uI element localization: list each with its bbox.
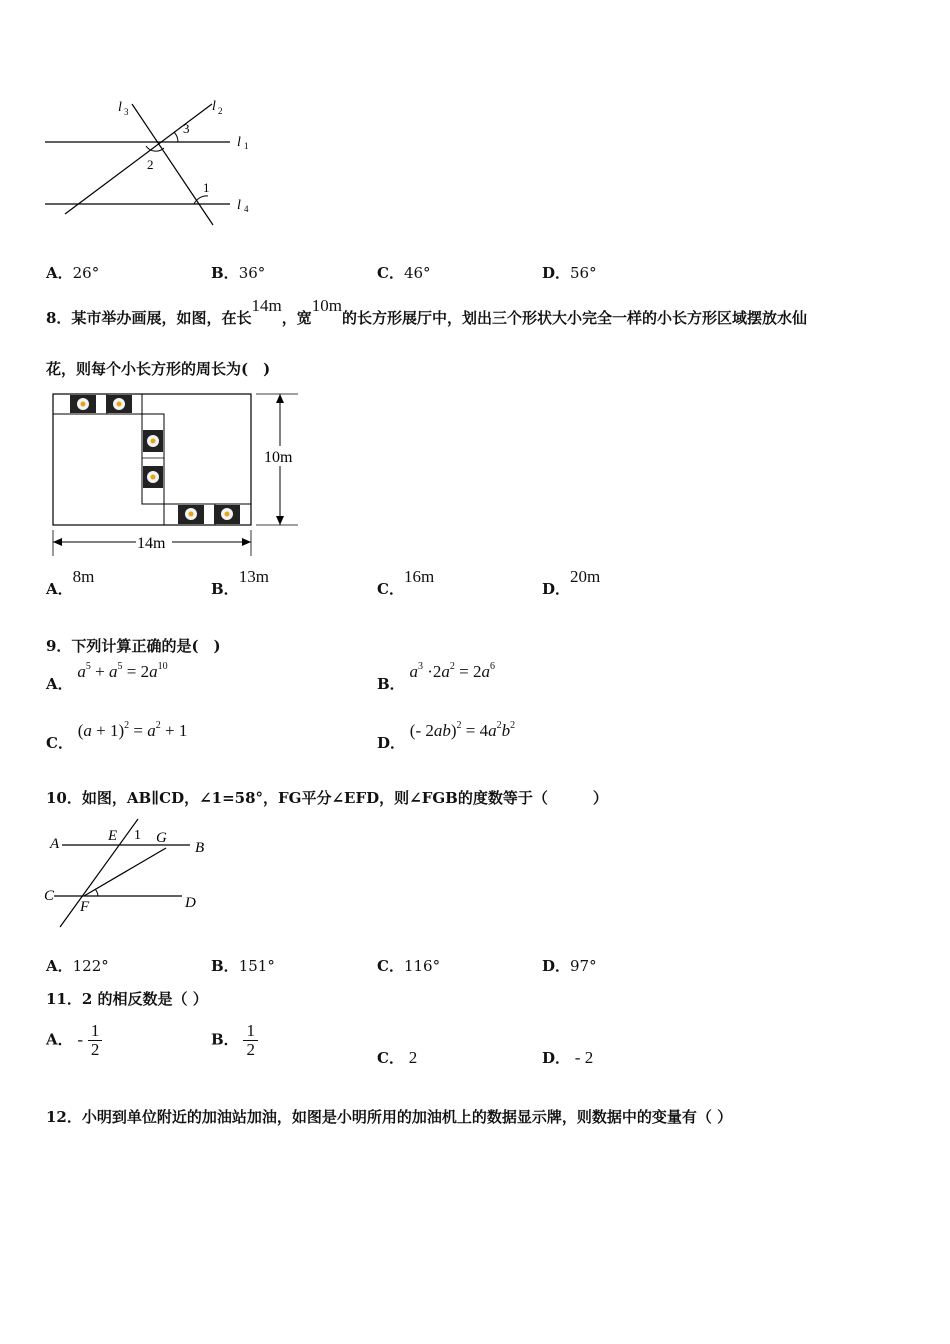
q8-stem: 8．某市举办画展，如图，在长14m，宽10m的长方形展厅中，划出三个形状大小完全一样的小长方形区域摆放水仙 — [46, 296, 807, 327]
q10-figure — [40, 815, 215, 933]
q9-stem: 9．下列计算正确的是( ) — [46, 637, 221, 655]
height-label: 10m — [264, 449, 293, 466]
q9-option-c[interactable]: C． $(a + 1)^2 = a^2 + 1$ — [46, 720, 188, 752]
q8-figure — [48, 390, 308, 558]
q11-option-a[interactable]: A． - $\frac{1}{2}$ — [46, 1022, 102, 1059]
q8-width-value: 10m — [311, 296, 342, 315]
q11-option-b[interactable]: B． $\frac{1}{2}$ — [211, 1022, 258, 1059]
label-e: E — [108, 828, 118, 844]
label-f: F — [80, 899, 90, 915]
line-l3 — [132, 104, 213, 225]
q7-option-c[interactable]: C．46° — [377, 264, 431, 282]
q10-stem: 10．如图，AB∥CD，∠1=58°，FG平分∠EFD，则∠FGB的度数等于（ ） — [46, 789, 608, 807]
label-l3-sub: 3 — [124, 107, 129, 117]
flower-icon — [178, 505, 204, 524]
label-l2: l — [212, 99, 216, 114]
flower-icon — [143, 466, 163, 488]
width-label: 14m — [137, 535, 166, 552]
label-l1-sub: 1 — [244, 141, 249, 151]
q7-option-d[interactable]: D．56° — [542, 264, 597, 282]
q8-option-d[interactable]: D．20m — [542, 567, 601, 598]
label-l2-sub: 2 — [218, 106, 223, 116]
q9-option-b[interactable]: B． $a^3 \cdot 2a^2 = 2a^6$ — [377, 661, 495, 693]
q9-option-d[interactable]: D． (- $2ab)^2 = 4a^2b^2$ — [377, 720, 516, 752]
q10-option-b[interactable]: B．151° — [211, 957, 275, 975]
q9-b-expression: $a^3 \cdot 2a^2 = 2a^6$ — [409, 661, 495, 681]
label-b: B — [195, 840, 205, 856]
label-d: D — [185, 895, 196, 911]
label-g: G — [156, 830, 167, 846]
q9-d-expression: (- $2ab)^2 = 4a^2b^2$ — [409, 720, 516, 740]
line-fg — [84, 848, 166, 896]
q9-c-expression: $(a + 1)^2 = a^2 + 1$ — [77, 720, 188, 740]
q9-option-a[interactable]: A． $a^5 + a^5 = 2a^{10}$ — [46, 661, 168, 693]
flower-icon — [70, 395, 96, 413]
q8-option-c[interactable]: C．16m — [377, 567, 435, 598]
label-l3: l — [118, 100, 122, 115]
label-angle2: 2 — [147, 157, 154, 172]
fraction-one-half: $\frac{1}{2}$ — [243, 1022, 258, 1059]
q7-option-a[interactable]: A．26° — [46, 264, 100, 282]
q11-stem: 11．2 的相反数是（ ） — [46, 990, 208, 1008]
label-l4: l — [237, 198, 241, 213]
q10-option-a[interactable]: A．122° — [46, 957, 109, 975]
label-l4-sub: 4 — [244, 204, 249, 214]
label-l1: l — [237, 135, 241, 150]
label-a: A — [50, 836, 60, 852]
line-ef — [60, 819, 138, 927]
q7-option-b[interactable]: B．36° — [211, 264, 266, 282]
q10-option-d[interactable]: D．97° — [542, 957, 597, 975]
flower-icon — [214, 505, 240, 524]
q8-stem-line2: 花，则每个小长方形的周长为( ) — [46, 360, 271, 378]
q8-option-a[interactable]: A．8m — [46, 567, 95, 598]
fraction-one-half: $\frac{1}{2}$ — [88, 1022, 103, 1059]
flower-icon — [143, 430, 163, 452]
label-angle3: 3 — [183, 121, 190, 136]
q11-option-d[interactable]: D． - 2 — [542, 1048, 594, 1067]
flower-icon — [106, 395, 132, 413]
q11-option-c[interactable]: C． 2 — [377, 1048, 418, 1067]
q8-option-b[interactable]: B．13m — [211, 567, 269, 598]
q8-length-value: 14m — [251, 296, 282, 315]
q7-figure — [40, 92, 270, 232]
label-angle1: 1 — [134, 828, 141, 843]
q9-a-expression: $a^5 + a^5 = 2a^{10}$ — [77, 661, 168, 681]
label-c: C — [44, 888, 55, 904]
q12-stem: 12．小明到单位附近的加油站加油，如图是小明所用的加油机上的数据显示牌，则数据中的变量有（ ） — [46, 1108, 733, 1126]
q10-option-c[interactable]: C．116° — [377, 957, 441, 975]
line-l2 — [65, 104, 212, 214]
label-angle1: 1 — [203, 180, 210, 195]
